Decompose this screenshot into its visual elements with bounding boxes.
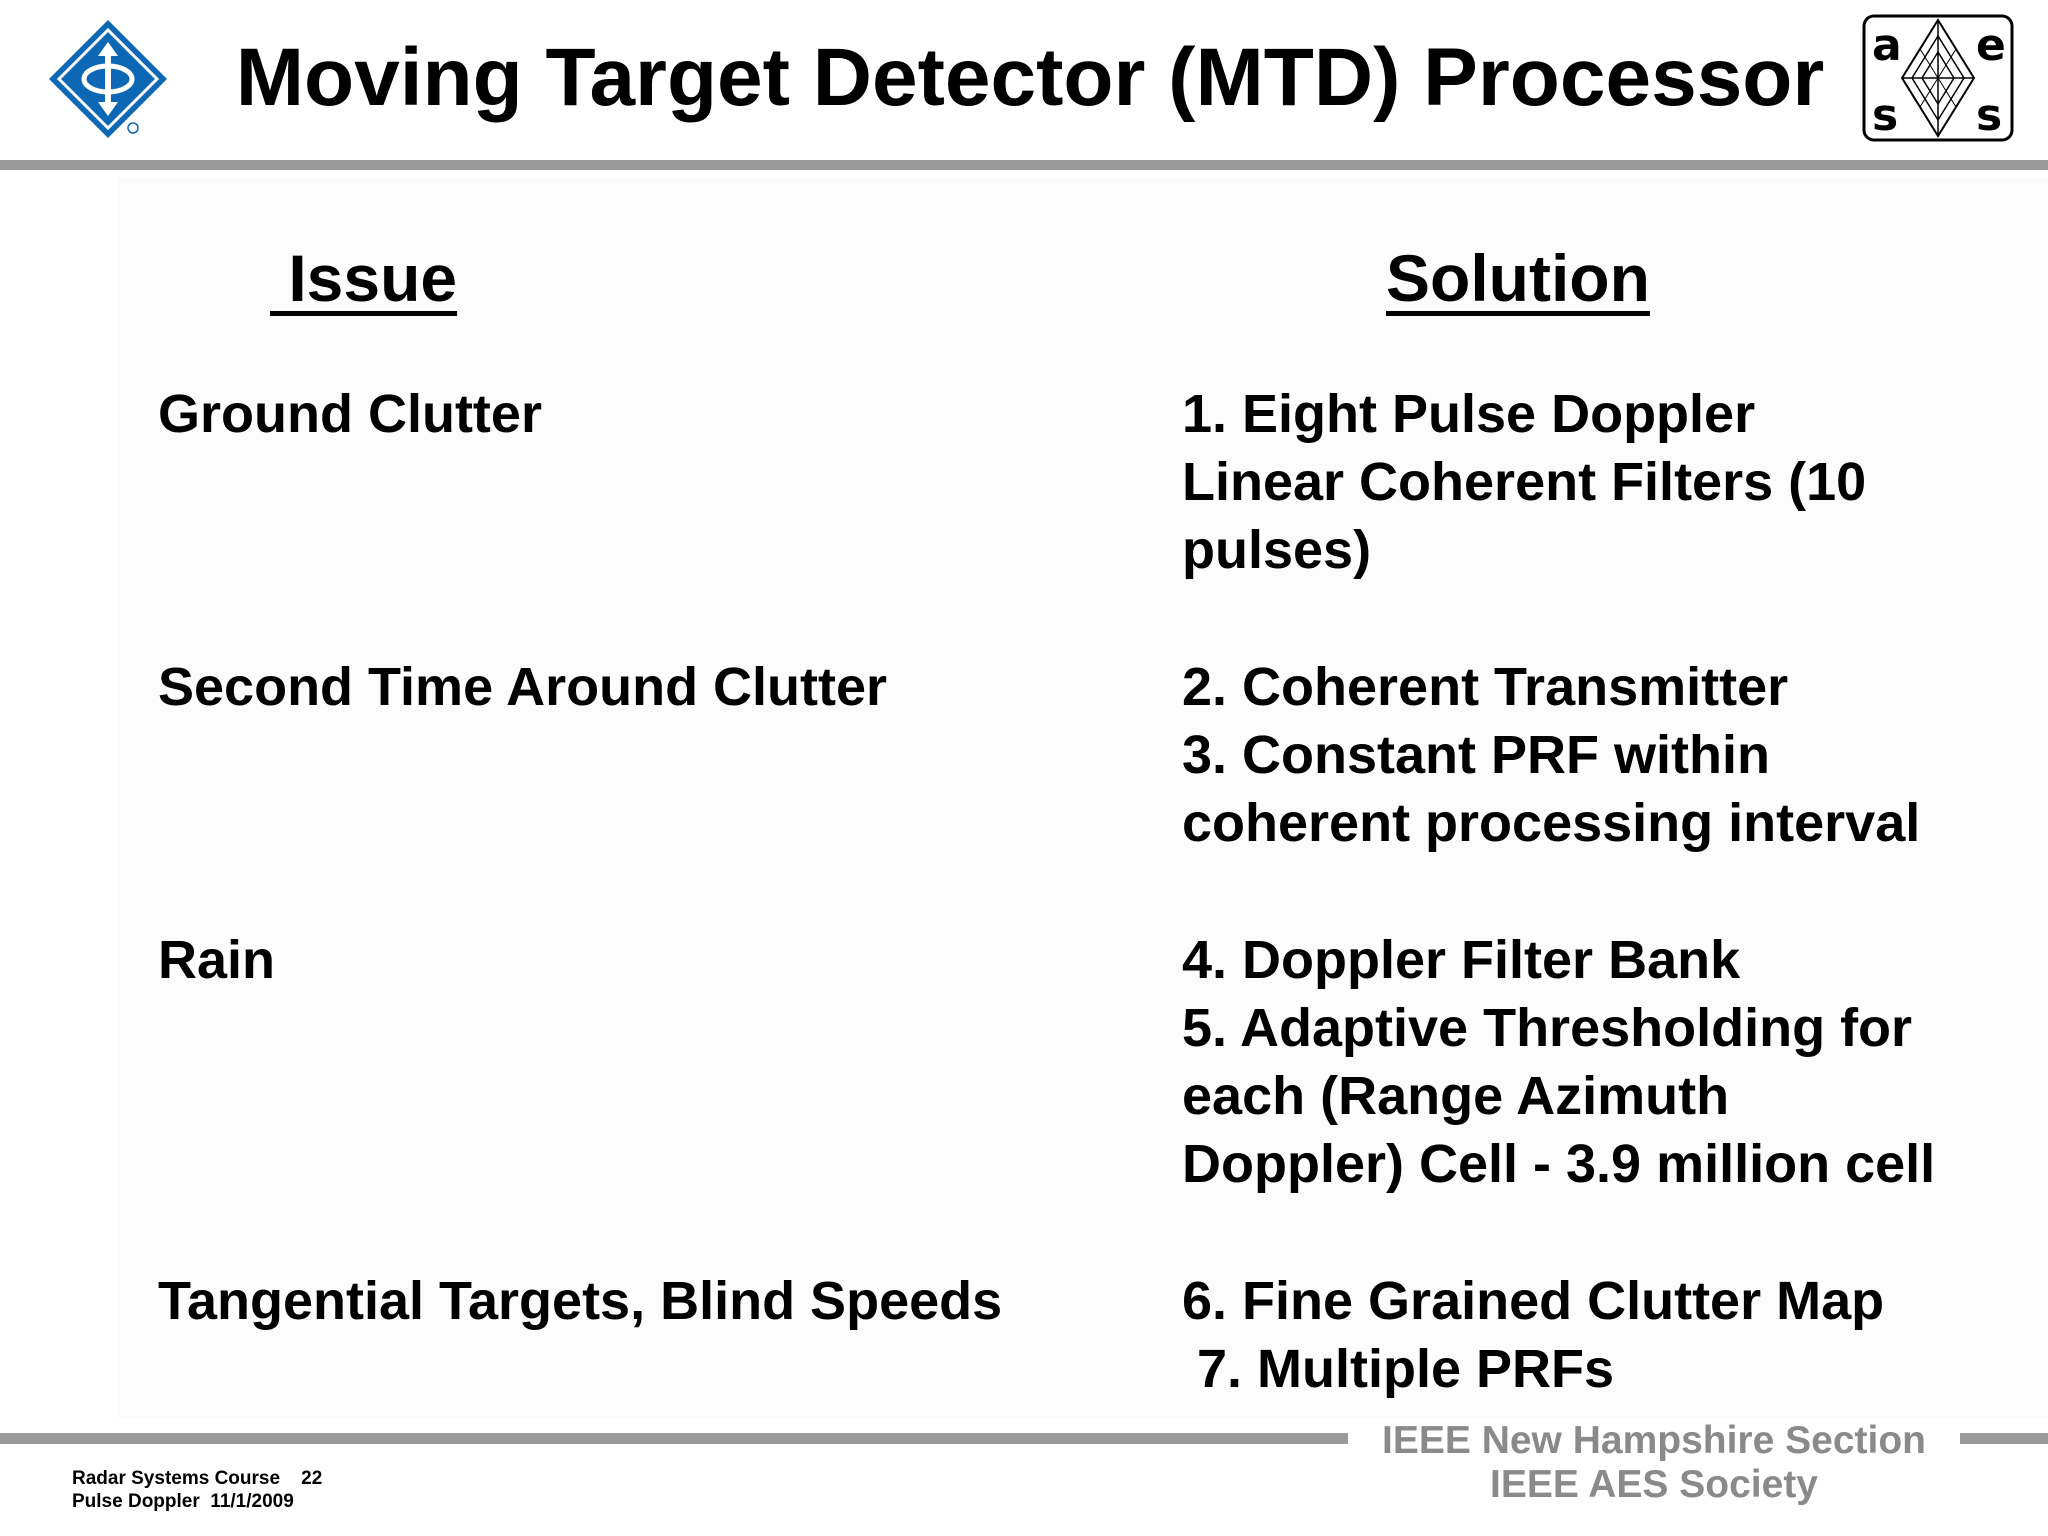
- footer-ieee-section: IEEE New Hampshire Section: [1381, 1419, 1926, 1462]
- issue-second-time-around-clutter: Second Time Around Clutter: [158, 657, 888, 717]
- footer-course-label: Radar Systems Course 22: [72, 1468, 323, 1489]
- solution-line: 5. Adaptive Thresholding for: [1182, 998, 1913, 1058]
- solution-ground-clutter: [1182, 380, 2032, 584]
- solution-rain: [1182, 926, 2032, 1198]
- aes-logo-icon: [1862, 14, 2014, 142]
- solution-column-heading: Solution: [1386, 241, 1650, 315]
- svg-text:e: e: [1976, 20, 2006, 71]
- svg-text:a: a: [1872, 20, 1902, 71]
- ieee-logo-icon: [45, 16, 171, 142]
- solution-line: coherent processing interval: [1182, 793, 1921, 853]
- footer-divider-left: [0, 1433, 1348, 1444]
- solution-line: Linear Coherent Filters (10: [1182, 452, 1867, 512]
- solution-line: Doppler) Cell - 3.9 million cell: [1182, 1134, 1936, 1194]
- solution-line: 3. Constant PRF within: [1182, 725, 1770, 785]
- solution-line: 1. Eight Pulse Doppler: [1182, 384, 1756, 444]
- solution-tangential-targets: [1182, 1267, 2032, 1403]
- footer-aes-society: IEEE AES Society: [1489, 1463, 1818, 1506]
- solution-line: each (Range Azimuth: [1182, 1066, 1730, 1126]
- solution-line: 6. Fine Grained Clutter Map: [1182, 1271, 1885, 1331]
- solution-line: 2. Coherent Transmitter: [1182, 657, 1789, 717]
- footer-topic-date: Pulse Doppler 11/1/2009: [72, 1491, 294, 1512]
- solution-second-time-around-clutter: [1182, 653, 2032, 857]
- header-divider: [0, 160, 2048, 170]
- issue-rain: Rain: [158, 930, 276, 990]
- solution-line: 7. Multiple PRFs: [1182, 1339, 1615, 1399]
- footer-divider-right: [1960, 1433, 2048, 1444]
- svg-text:s: s: [1872, 90, 1899, 141]
- issue-column-heading: Issue: [270, 241, 458, 315]
- solution-line: 4. Doppler Filter Bank: [1182, 930, 1741, 990]
- svg-text:s: s: [1976, 90, 2003, 141]
- issue-ground-clutter: Ground Clutter: [158, 384, 542, 444]
- slide-title: Moving Target Detector (MTD) Processor: [235, 32, 1825, 123]
- issue-tangential-targets: Tangential Targets, Blind Speeds: [158, 1271, 1003, 1331]
- solution-line: pulses): [1182, 520, 1372, 580]
